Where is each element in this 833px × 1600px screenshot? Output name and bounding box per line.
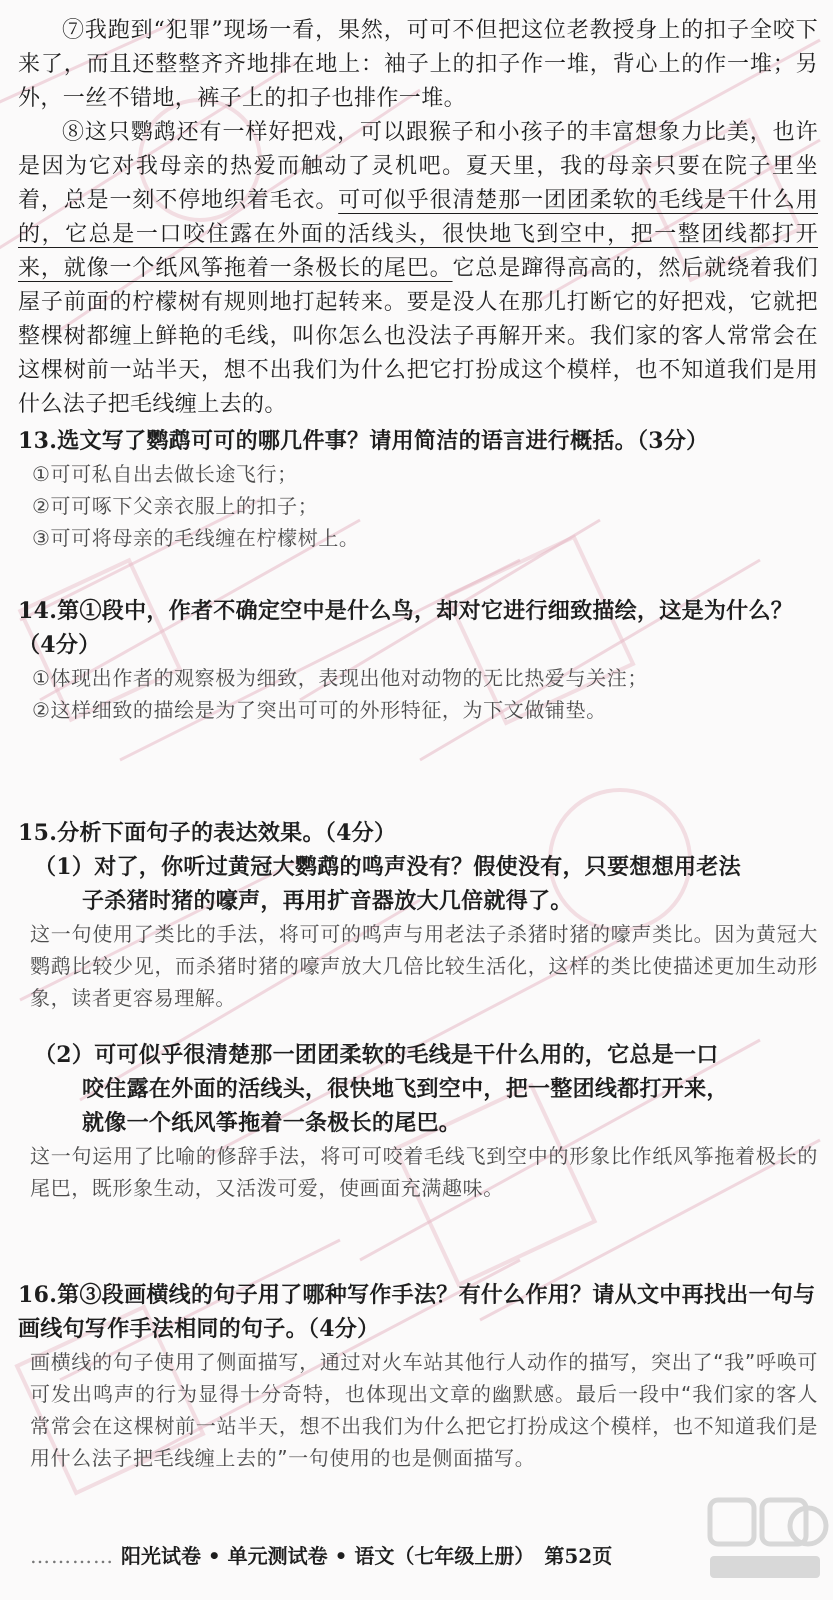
question-13 bbox=[18, 424, 818, 554]
answer-13-item-1: ①可可私自出去做长途飞行； bbox=[32, 462, 298, 486]
question-15 bbox=[18, 816, 818, 1204]
answer-14-item-1: ①体现出作者的观察极为细致，表现出他对动物的无比热爱与关注； bbox=[32, 666, 648, 690]
site-logo-watermark-icon bbox=[700, 1490, 830, 1600]
passage-paragraph-8 bbox=[18, 116, 818, 422]
answer-13-item-2: ②可可啄下父亲衣服上的扣子； bbox=[32, 494, 319, 518]
question-15-sub-2-line-2: 咬住露在外面的活线头，很快地飞到空中，把一整团线都打开来， bbox=[82, 1076, 729, 1102]
question-14-text: 14.第①段中，作者不确定空中是什么鸟，却对它进行细致描绘，这是为什么？（4分） bbox=[18, 598, 794, 658]
question-15-text: 15.分析下面句子的表达效果。（4分） bbox=[18, 820, 397, 846]
question-14 bbox=[18, 594, 818, 726]
answer-15-sub-1: 这一句使用了类比的手法，将可可的鸣声与用老法子杀猪时猪的嚎声类比。因为黄冠大鹦鹉比较少见，而杀猪时猪的嚎声放大几倍比较生活化，这样的类比使描述更加生动形象，读者更容易理解。 bbox=[30, 922, 818, 1010]
answer-14-item-2: ②这样细致的描绘是为了突出可可的外形特征，为下文做铺垫。 bbox=[32, 698, 607, 722]
question-16-text: 16.第③段画横线的句子用了哪种写作手法？有什么作用？请从文中再找出一句与画线句写作手法相同的句子。（4分） bbox=[18, 1282, 816, 1342]
question-13-text: 13.选文写了鹦鹉可可的哪几件事？请用简洁的语言进行概括。（3分） bbox=[18, 428, 709, 454]
question-16 bbox=[18, 1278, 818, 1474]
footer-text: 阳光试卷 • 单元测试卷 • 语文（七年级上册） 第52页 bbox=[120, 1544, 613, 1568]
answer-15-sub-2: 这一句运用了比喻的修辞手法，将可可咬着毛线飞到空中的形象比作纸风筝拖着极长的尾巴，既形象生动，又活泼可爱，使画面充满趣味。 bbox=[30, 1144, 818, 1200]
question-15-sub-1-line-1: （1）对了，你听过黄冠大鹦鹉的鸣声没有？假使没有，只要想想用老法 bbox=[34, 854, 741, 880]
question-15-sub-1 bbox=[18, 850, 818, 918]
answer-13-item-3: ③可可将母亲的毛线缠在柠檬树上。 bbox=[32, 526, 360, 550]
content-area bbox=[18, 14, 818, 1474]
question-15-sub-2 bbox=[18, 1038, 818, 1140]
p8-text-before: ⑧这只鹦鹉还有一样好把戏，可以跟猴子和小孩子的丰富想象力比美，也许是因为它对我母亲的热爱而触动了灵机吧。夏天里，我的母亲只要在院子里坐着，总是一刻不停地织着毛衣。 bbox=[18, 120, 818, 213]
footer-dashes: ………… bbox=[30, 1544, 114, 1568]
question-15-sub-2-line-3: 就像一个纸风筝拖着一条极长的尾巴。 bbox=[82, 1110, 462, 1136]
p8-underlined-sentence: 可可似乎很清楚那一团团柔软的毛线是干什么用的，它总是一口咬住露在外面的活线头，很快地飞到空中，把一整团线都打开来，就像一个纸风筝拖着一条极长的尾巴。 bbox=[18, 188, 818, 281]
question-15-sub-2-line-1: （2）可可似乎很清楚那一团团柔软的毛线是干什么用的，它总是一口 bbox=[34, 1042, 719, 1068]
question-15-sub-1-line-2: 子杀猪时猪的嚎声，再用扩音器放大几倍就得了。 bbox=[82, 888, 573, 914]
page-footer bbox=[30, 1540, 730, 1569]
passage-paragraph-7: ⑦我跑到“犯罪”现场一看，果然，可可不但把这位老教授身上的扣子全咬下来了，而且还整整齐齐地排在地上：袖子上的扣子作一堆，背心上的作一堆；另外，一丝不错地，裤子上的扣子也排作一堆。 bbox=[18, 18, 818, 111]
answer-16: 画横线的句子使用了侧面描写，通过对火车站其他行人动作的描写，突出了“我”呼唤可可发出鸣声的行为显得十分奇特，也体现出文章的幽默感。最后一段中“我们家的客人常常会在这棵树前一站半天，想不出我们为什么把它打扮成这个模样，也不知道我们是用什么法子把毛线缠上去的”一句使用的也是侧面描写。 bbox=[30, 1350, 818, 1470]
p8-text-after: 它总是蹿得高高的，然后就绕着我们屋子前面的柠檬树有规则地打起转来。要是没人在那儿打断它的好把戏，它就把整棵树都缠上鲜艳的毛线，叫你怎么也没法子再解开来。我们家的客人常常会在这棵树前一站半天，想不出我们为什么把它打扮成这个模样，也不知道我们是用什么法子把毛线缠上去的。 bbox=[18, 256, 819, 417]
